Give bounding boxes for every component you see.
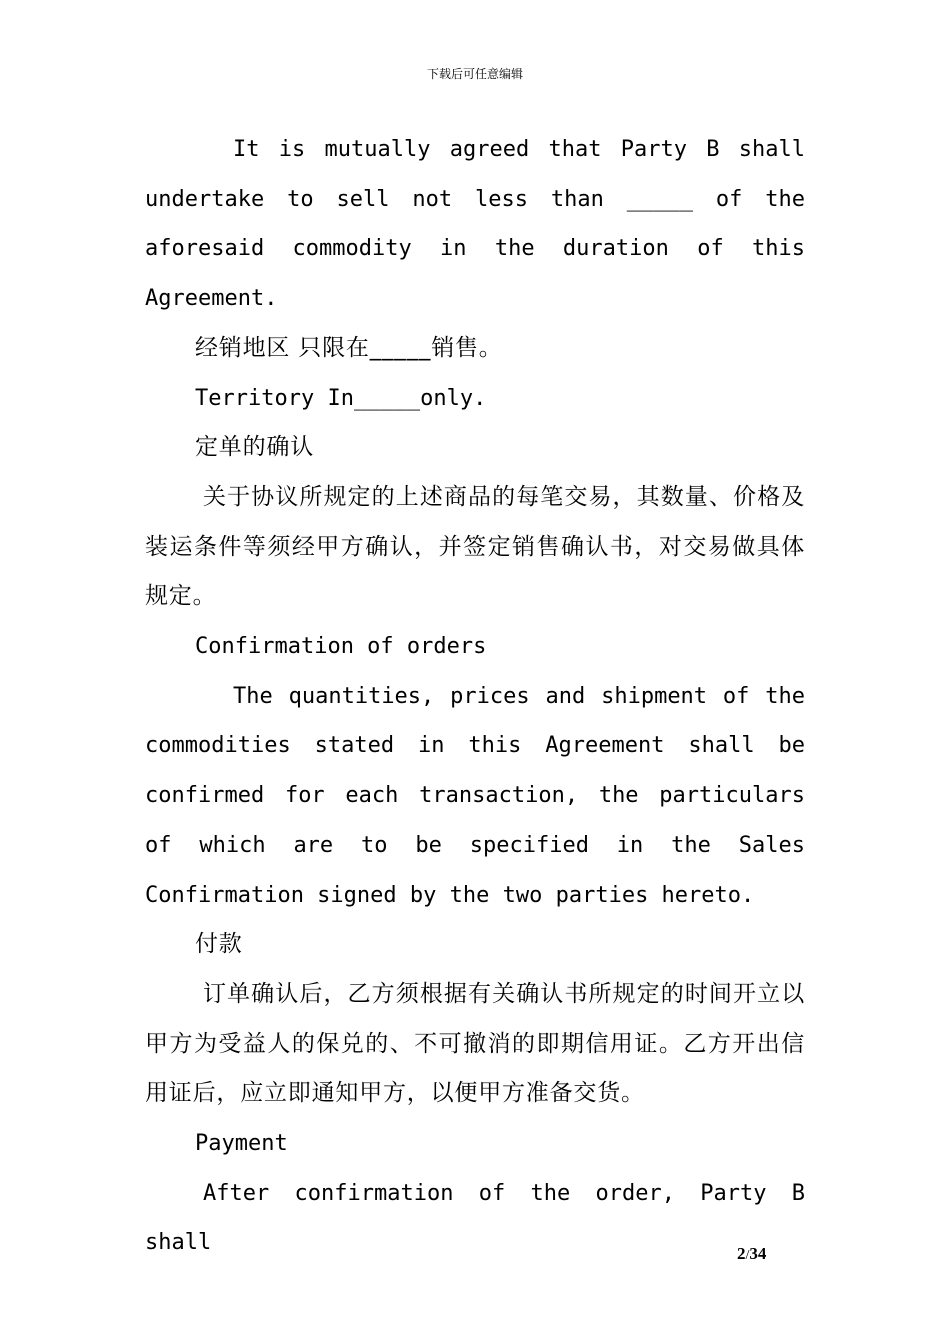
- heading-order-confirmation-cn: 定单的确认: [195, 434, 314, 461]
- paragraph-order-confirmation-cn: 关于协议所规定的上述商品的每笔交易，其数量、价格及装运条件等须经甲方确认，并签定销售确认书，对交易做具体规定。: [145, 483, 805, 610]
- heading-order-confirmation-en: Confirmation of orders: [195, 634, 487, 660]
- paragraph-sales-quantity-en: It is mutually agreed that Party B shall undertake to sell not less than _____ of the aforesaid commodity in the duration of this Agreement.: [145, 137, 819, 312]
- current-page: 2: [737, 1244, 746, 1263]
- page-separator: /: [745, 1248, 750, 1263]
- page-number: [737, 1243, 766, 1267]
- page-header: 下载后可任意编辑: [426, 67, 523, 81]
- document-body: [145, 125, 819, 1268]
- paragraph-order-confirmation-en: The quantities, prices and shipment of the commodities stated in this Agreement shall be confirmed for each transaction, the particulars of which are to be specified in the Sales Confirmation signed by the two parties hereto.: [145, 683, 819, 908]
- heading-payment-en: Payment: [195, 1131, 288, 1157]
- paragraph-territory-en: Territory In_____only.: [195, 385, 487, 411]
- paragraph-territory-cn: 经销地区 只限在_____销售。: [195, 334, 503, 361]
- heading-payment-cn: 付款: [195, 931, 243, 958]
- paragraph-payment-cn: 订单确认后，乙方须根据有关确认书所规定的时间开立以甲方为受益人的保兑的、不可撤消的即期信用证。乙方开出信用证后，应立即通知甲方，以便甲方准备交货。: [145, 980, 805, 1107]
- total-pages: 34: [749, 1244, 767, 1263]
- paragraph-payment-en: After confirmation of the order, Party B shall: [145, 1180, 819, 1256]
